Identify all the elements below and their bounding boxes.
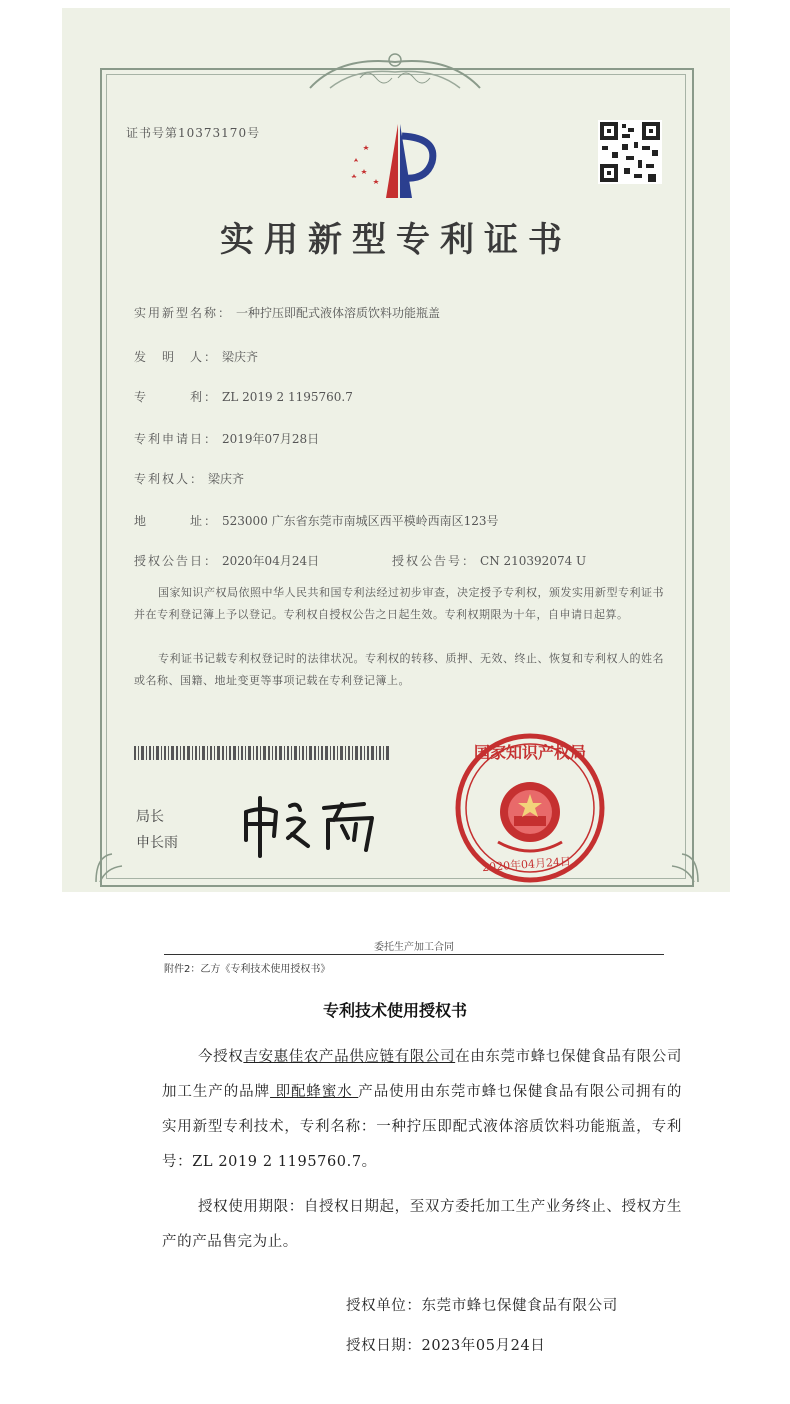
handwritten-signature bbox=[238, 790, 398, 860]
certificate-number: 证书号第10373170号 bbox=[126, 126, 261, 140]
attachment-label: 附件2：乙方《专利技术使用授权书》 bbox=[164, 964, 331, 975]
patent-office-logo-icon bbox=[346, 118, 454, 204]
authorization-paragraph-2: 授权使用期限：自授权日期起，至双方委托加工生产业务终止、授权方生产的产品售完为止。 bbox=[162, 1199, 682, 1250]
signer-name: 申长雨 bbox=[136, 835, 178, 851]
field-value: 一种拧压即配式液体溶质饮料功能瓶盖 bbox=[236, 306, 441, 320]
field-value: 梁庆齐 bbox=[208, 472, 245, 486]
grant-date-label: 授权日期： bbox=[346, 1338, 422, 1354]
field-patent-number bbox=[134, 388, 353, 405]
contract-running-header: 委托生产加工合同 bbox=[374, 942, 454, 953]
corner-ornament-icon bbox=[662, 846, 702, 886]
grant-date-value: 2023年05月24日 bbox=[421, 1338, 546, 1354]
seal-date: 2020年04月24日 bbox=[481, 854, 572, 875]
field-value: ZL 2019 2 1195760.7 bbox=[222, 390, 353, 404]
field-value: 523000 广东省东莞市南城区西平模岭西南区123号 bbox=[222, 514, 499, 528]
barcode bbox=[134, 746, 390, 760]
text-span: 今授权 bbox=[198, 1049, 244, 1065]
patent-certificate bbox=[62, 8, 730, 892]
field-value: 2020年04月24日 bbox=[222, 554, 320, 568]
grantor-line bbox=[346, 1294, 618, 1315]
field-label: 专利权人： bbox=[134, 472, 205, 486]
field-label: 地 址： bbox=[134, 514, 219, 528]
signer-title: 局长 bbox=[136, 809, 164, 825]
field-label: 发 明 人： bbox=[134, 350, 219, 364]
grantor-label: 授权单位： bbox=[346, 1298, 422, 1314]
qr-code bbox=[598, 120, 662, 184]
seal-text: 国家知识产权局 bbox=[473, 743, 587, 762]
field-label: 授权公告日： bbox=[134, 554, 219, 568]
field-inventor bbox=[134, 348, 258, 365]
certificate-paragraph: 国家知识产权局依照中华人民共和国专利法经过初步审查，决定授予专利权，颁发实用新型专利证书并在专利登记簿上予以登记。专利权自授权公告之日起生效。专利权期限为十年，自申请日起算。 bbox=[134, 586, 664, 621]
text-span: 产品使用由东莞市蜂乜保健食品有限公司拥有的实用新型专利技术，专利名称：一种拧压即配式液体溶质饮料功能瓶盖，专利号：ZL 2019 2 1195760.7。 bbox=[162, 1084, 683, 1170]
field-utility-model-name bbox=[134, 304, 440, 321]
field-patentee bbox=[134, 470, 244, 487]
authorization-paragraph-1 bbox=[162, 1040, 682, 1180]
grantor-value: 东莞市蜂乜保健食品有限公司 bbox=[421, 1298, 618, 1314]
field-value: CN 210392074 U bbox=[480, 554, 587, 568]
field-grant-number bbox=[392, 552, 586, 569]
field-application-date bbox=[134, 430, 319, 447]
authorization-title: 专利技术使用授权书 bbox=[322, 1001, 467, 1020]
field-value: 梁庆齐 bbox=[222, 350, 259, 364]
field-label: 专 利： bbox=[134, 390, 219, 404]
licensee-company: 吉安惠佳农产品供应链有限公司 bbox=[243, 1049, 456, 1065]
field-value: 2019年07月28日 bbox=[222, 432, 320, 446]
corner-ornament-icon bbox=[92, 846, 132, 886]
ornament-crest-icon bbox=[300, 48, 490, 94]
brand-name: 即配蜂蜜水 bbox=[270, 1084, 359, 1100]
field-grant-date bbox=[134, 552, 319, 569]
grant-date-line bbox=[346, 1334, 545, 1355]
certificate-paragraph: 专利证书记载专利权登记时的法律状况。专利权的转移、质押、无效、终止、恢复和专利权人的姓名或名称、国籍、地址变更等事项记载在专利登记簿上。 bbox=[134, 652, 664, 687]
field-label: 实用新型名称： bbox=[134, 306, 233, 320]
field-label: 授权公告号： bbox=[392, 554, 477, 568]
header-divider bbox=[164, 954, 664, 955]
field-address bbox=[134, 512, 499, 529]
certificate-title: 实用新型专利证书 bbox=[220, 220, 572, 260]
field-label: 专利申请日： bbox=[134, 432, 219, 446]
text-span: 在由东莞市蜂乜保健食品有限公司加工生产的品牌 bbox=[162, 1049, 683, 1100]
